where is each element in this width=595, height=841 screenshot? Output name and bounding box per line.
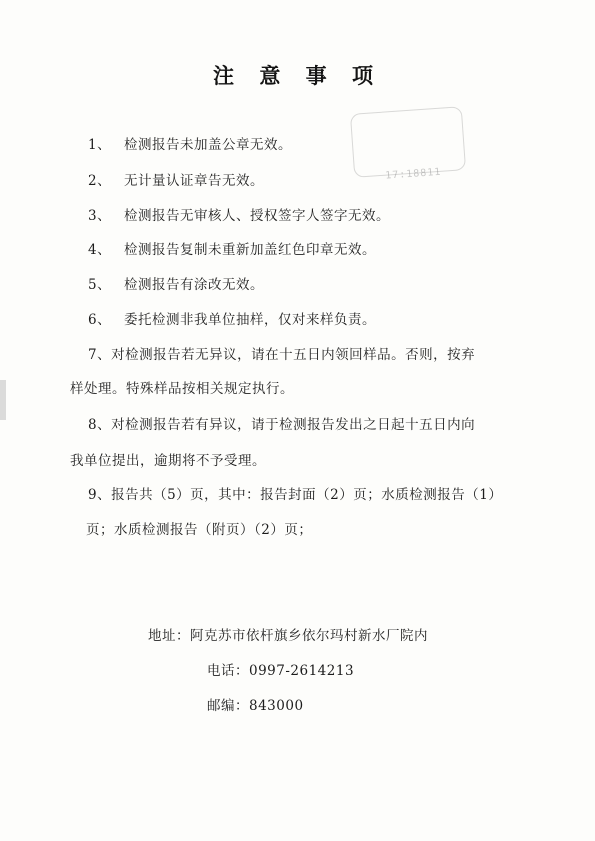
item-8-line-2: 我单位提出，逾期将不予受理。 [70, 453, 266, 469]
item-text: 检测报告复制未重新加盖红色印章无效。 [124, 242, 376, 258]
item-number: 1、 [88, 137, 112, 153]
item-text: 检测报告有涂改无效。 [124, 277, 264, 293]
item-9-line-2: 页；水质检测报告（附页）（2）页； [86, 522, 313, 538]
page-title: 注 意 事 项 [213, 64, 382, 88]
item-number: 5、 [88, 277, 112, 293]
item-8-line-1: 8、对检测报告若有异议，请于检测报告发出之日起十五日内向 [88, 417, 476, 433]
footer-phone: 电话：0997-2614213 [207, 663, 355, 679]
footer-postcode: 邮编：843000 [207, 698, 304, 714]
list-item [88, 311, 376, 329]
show-through-number: 17:18811 [384, 166, 442, 182]
item-number: 3、 [88, 208, 112, 224]
item-text: 检测报告未加盖公章无效。 [124, 137, 292, 153]
item-7-line-2: 样处理。特殊样品按相关规定执行。 [70, 381, 294, 397]
item-number: 4、 [88, 242, 112, 258]
item-7-line-1: 7、对检测报告若无异议，请在十五日内领回样品。否则，按弃 [88, 347, 476, 363]
item-9-line-1: 9、报告共（5）页，其中：报告封面（2）页；水质检测报告（1） [88, 487, 503, 503]
item-text: 检测报告无审核人、授权签字人签字无效。 [124, 208, 390, 224]
footer-address: 地址：阿克苏市依杆旗乡依尔玛村新水厂院内 [148, 628, 428, 644]
binding-mark [0, 380, 6, 420]
list-item [88, 241, 376, 259]
list-item [88, 207, 390, 225]
item-text: 无计量认证章告无效。 [124, 173, 264, 189]
item-text: 委托检测非我单位抽样，仅对来样负责。 [124, 312, 376, 328]
item-number: 6、 [88, 312, 112, 328]
list-item [88, 276, 264, 294]
list-item [88, 172, 264, 190]
list-item [88, 136, 292, 154]
show-through-stamp [350, 106, 466, 182]
item-number: 2、 [88, 173, 112, 189]
